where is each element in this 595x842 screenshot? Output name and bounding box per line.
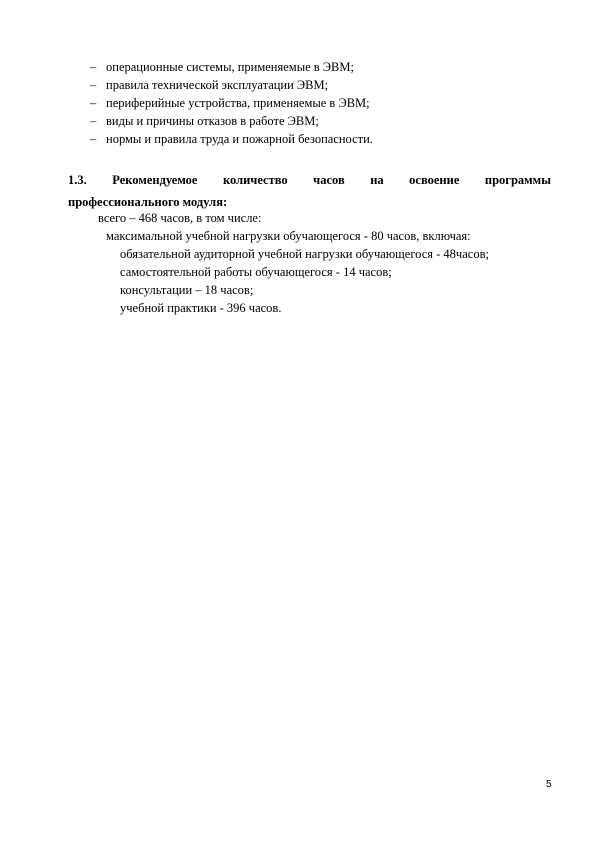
heading-word: освоение bbox=[409, 173, 460, 187]
heading-word: на bbox=[370, 173, 384, 187]
list-item bbox=[90, 58, 373, 76]
hours-total: всего – 468 часов, в том числе: bbox=[98, 211, 262, 225]
list-item bbox=[90, 112, 373, 130]
list-item-text: правила технической эксплуатации ЭВМ; bbox=[106, 78, 329, 92]
hours-max-load: максимальной учебной нагрузки обучающегося - 80 часов, включая: bbox=[106, 229, 471, 243]
section-heading bbox=[68, 169, 551, 213]
bullet-dash: – bbox=[90, 60, 97, 74]
section-heading-line2: профессионального модуля: bbox=[68, 195, 228, 209]
heading-word: часов bbox=[313, 173, 345, 187]
list-item-text: нормы и правила труда и пожарной безопасности. bbox=[106, 132, 373, 146]
list-item-text: периферийные устройства, применяемые в ЭВМ; bbox=[106, 96, 370, 110]
list-item-text: виды и причины отказов в работе ЭВМ; bbox=[106, 114, 319, 128]
bullet-dash: – bbox=[90, 114, 97, 128]
section-heading-line1 bbox=[68, 169, 551, 191]
list-item-text: операционные системы, применяемые в ЭВМ; bbox=[106, 60, 354, 74]
bullet-dash: – bbox=[90, 132, 97, 146]
knowledge-list bbox=[90, 58, 373, 148]
section-number: 1.3. bbox=[68, 173, 87, 187]
heading-word: количество bbox=[222, 173, 288, 187]
list-item bbox=[90, 130, 373, 148]
heading-word: Рекомендуемое bbox=[112, 173, 198, 187]
hours-consultations: консультации – 18 часов; bbox=[120, 283, 254, 297]
list-item bbox=[90, 94, 373, 112]
hours-practice: учебной практики - 396 часов. bbox=[120, 301, 282, 315]
list-item bbox=[90, 76, 373, 94]
page-number: 5 bbox=[546, 779, 552, 790]
bullet-dash: – bbox=[90, 78, 97, 92]
hours-self-study: самостоятельной работы обучающегося - 14 часов; bbox=[120, 265, 392, 279]
bullet-dash: – bbox=[90, 96, 97, 110]
heading-word: программы bbox=[484, 173, 551, 187]
hours-mandatory: обязательной аудиторной учебной нагрузки обучающегося - 48часов; bbox=[120, 247, 489, 261]
